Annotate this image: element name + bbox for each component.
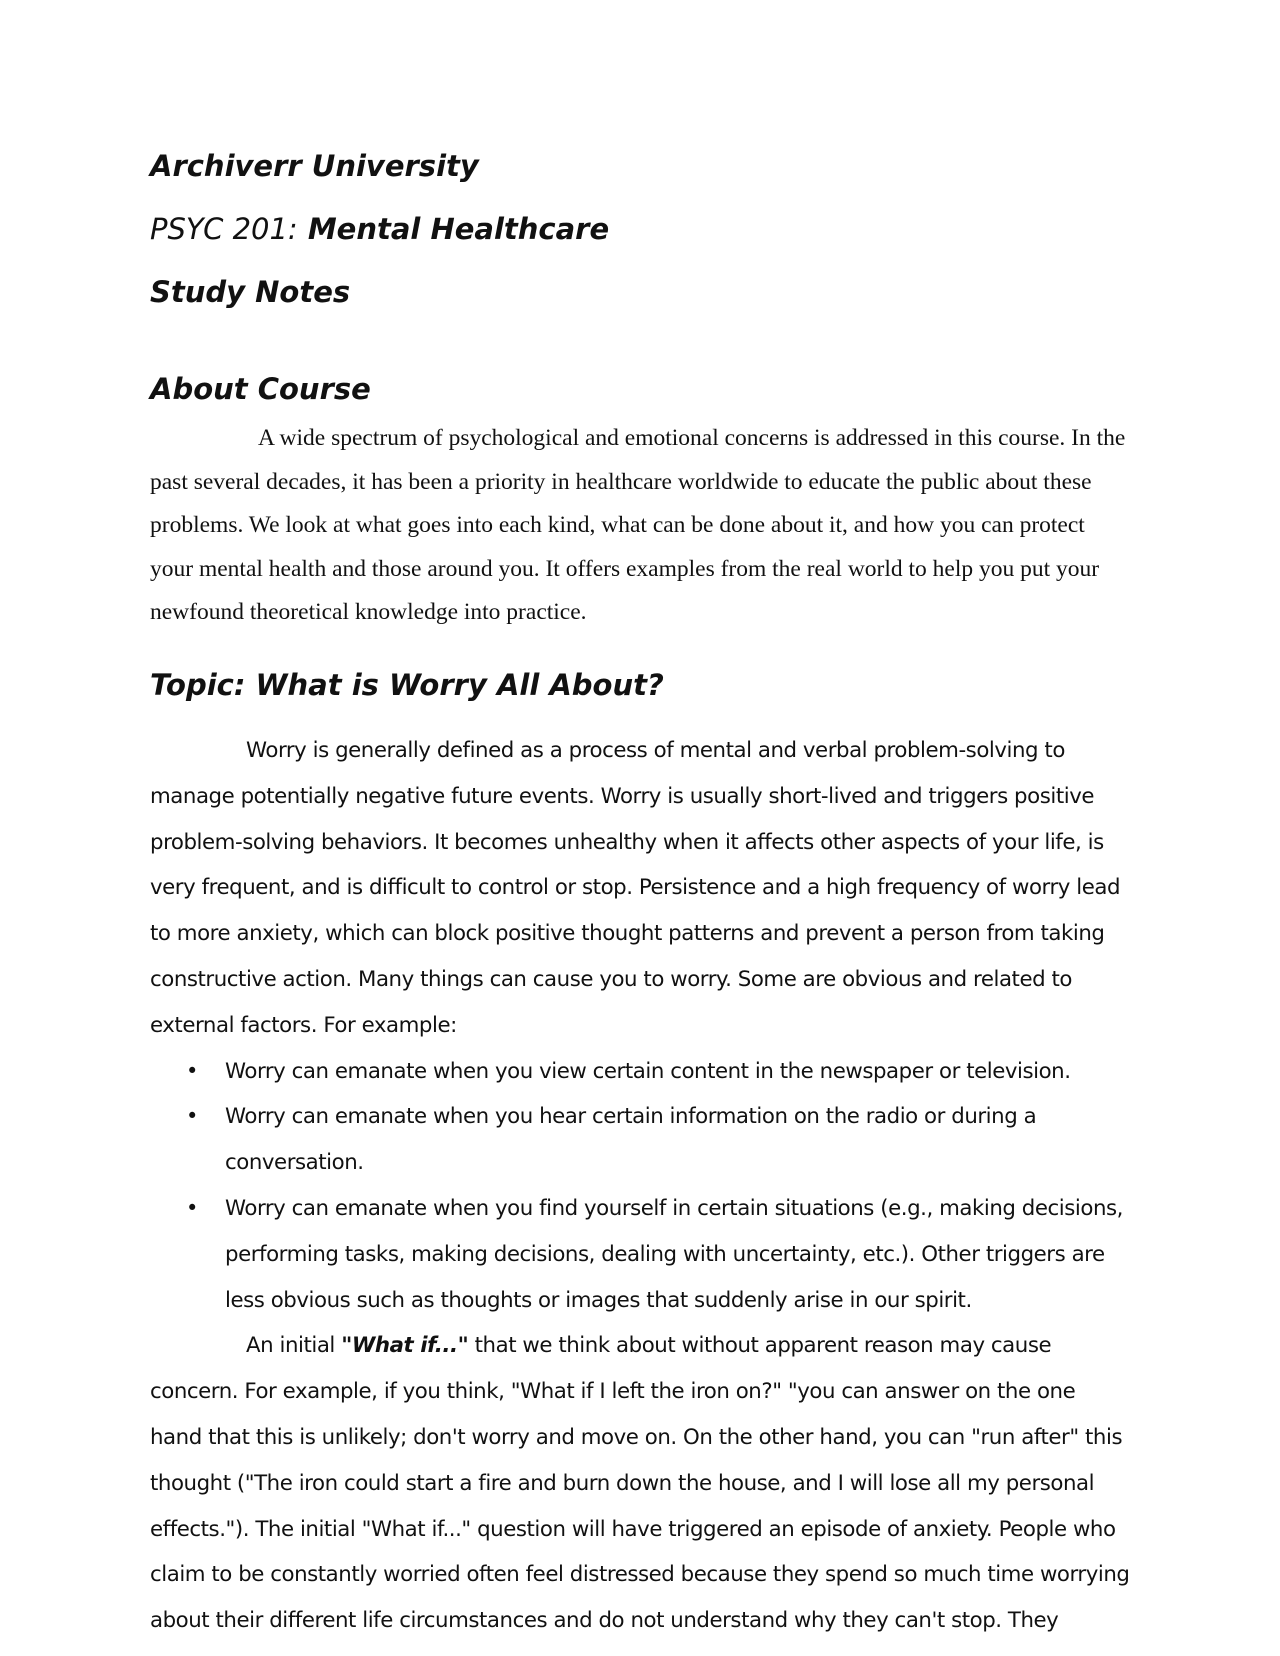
list-item xyxy=(150,1049,1130,1095)
bullet-icon: • xyxy=(186,1195,198,1220)
list-item-text: Worry can emanate when you find yourself in certain situations (e.g., making decisions, performing tasks, making decisions, dealing with uncertainty, etc.). Other triggers are less obvious such as thoughts or images that suddenly arise in our spirit. xyxy=(225,1195,1123,1313)
list-item xyxy=(150,1094,1130,1186)
university-title: Archiverr University xyxy=(150,149,479,183)
topic-intro-paragraph: Worry is generally defined as a process of mental and verbal problem-solving to manage potentially negative future events. Worry is usually short-lived and triggers positive problem-solving behaviors. It becomes unhealthy when it affects other aspects of your life, is very frequent, and is difficult to control or stop. Persistence and a high frequency of worry lead to more anxiety, which can block positive thought patterns and prevent a person from taking constructive action. Many things can cause you to worry. Some are obvious and related to external factors. For example: xyxy=(150,738,1121,1038)
about-heading: About Course xyxy=(150,372,371,406)
list-item-text: Worry can emanate when you hear certain information on the radio or during a conversation. xyxy=(225,1104,1037,1176)
bullet-icon: • xyxy=(186,1058,198,1083)
topic-heading: Topic: What is Worry All About? xyxy=(150,668,664,702)
what-if-lead: An initial xyxy=(246,1333,342,1359)
list-item xyxy=(150,1186,1130,1323)
what-if-emphasis: "What if..." xyxy=(341,1333,469,1359)
course-title xyxy=(150,211,609,247)
about-paragraph: A wide spectrum of psychological and emotional concerns is addressed in this course. In the past several decades, it has been a priority in healthcare worldwide to educate the public about these problems. We look at what goes into each kind, what can be done about it, and how you can protect your mental health and those around you. It offers examples from the real world to help you put your newfound theoretical knowledge into practice. xyxy=(150,425,1126,625)
what-if-rest: that we think about without apparent reason may cause concern. For example, if you think, "What if I left the iron on?" "you can answer on the one hand that this is unlikely; don't worry and move on. On the other hand, you can "run after" this thought ("The iron could start a fire and burn down the house, and I will lose all my personal effects."). The initial "What if..." question will have triggered an episode of anxiety. People who claim to be constantly worried often feel distressed because they spend so much time worrying about their different life circumstances and do not understand why they can't stop. They xyxy=(150,1333,1130,1634)
document-type: Study Notes xyxy=(150,275,351,309)
course-name: Mental Healthcare xyxy=(307,212,610,246)
list-item-text: Worry can emanate when you view certain content in the newspaper or television. xyxy=(225,1058,1071,1084)
trigger-list xyxy=(150,1049,1130,1324)
what-if-paragraph xyxy=(150,1323,1130,1644)
topic-body xyxy=(150,728,1130,1644)
course-code: PSYC 201: xyxy=(150,212,298,246)
bullet-icon: • xyxy=(186,1104,198,1129)
